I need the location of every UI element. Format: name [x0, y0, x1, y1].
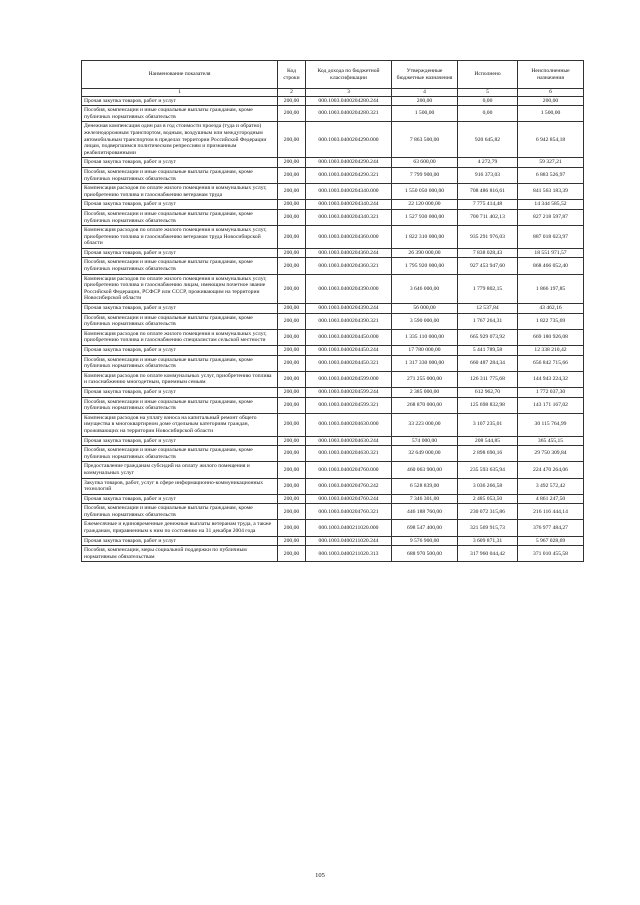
row-remaining-amount: 1 772 037,30 — [518, 387, 584, 397]
row-approved-amount: 7 863 500,00 — [392, 122, 458, 158]
row-indicator-name: Компенсация расходов на уплату взноса на капитальный ремонт общего имущества в многоквартирном доме отдельным категориям граждан, проживающих на территории Новосибирской области — [82, 413, 278, 436]
row-indicator-name: Прочая закупка товаров, работ и услуг — [82, 494, 278, 504]
row-approved-amount: 268 870 000,00 — [392, 397, 458, 413]
table-row — [82, 209, 584, 225]
row-income-code: 000.1003.0400204599.000 — [306, 371, 392, 387]
header-line-code: Код строки — [278, 61, 306, 89]
row-approved-amount: 9 576 900,00 — [392, 536, 458, 546]
row-income-code: 000.1003.0400204390.000 — [306, 274, 392, 303]
row-remaining-amount: 827 218 597,87 — [518, 209, 584, 225]
row-line-code: 200,00 — [278, 248, 306, 258]
header-income-code: Код дохода по бюджетной классификации — [306, 61, 392, 89]
row-line-code: 200,00 — [278, 209, 306, 225]
table-row — [82, 106, 584, 122]
row-indicator-name: Прочая закупка товаров, работ и услуг — [82, 536, 278, 546]
row-remaining-amount: 868 466 052,40 — [518, 258, 584, 274]
row-remaining-amount: 29 750 309,84 — [518, 446, 584, 462]
row-indicator-name: Пособия, компенсации и иные социальные выплаты гражданам, кроме публичных нормативных обязательств — [82, 355, 278, 371]
table-row — [82, 304, 584, 314]
row-approved-amount: 56 000,00 — [392, 304, 458, 314]
row-executed-amount: 920 645,82 — [458, 122, 518, 158]
row-executed-amount: 916 373,03 — [458, 167, 518, 183]
table-row — [82, 436, 584, 446]
table-row — [82, 274, 584, 303]
row-approved-amount: 446 188 760,00 — [392, 504, 458, 520]
row-remaining-amount: 43 462,16 — [518, 304, 584, 314]
row-indicator-name: Пособия, компенсации и иные социальные выплаты гражданам, кроме публичных нормативных обязательств — [82, 504, 278, 520]
row-remaining-amount: 1 500,00 — [518, 106, 584, 122]
row-income-code: 000.1003.0400204760.000 — [306, 462, 392, 478]
row-remaining-amount: 5 967 028,69 — [518, 536, 584, 546]
row-line-code: 200,00 — [278, 355, 306, 371]
row-line-code: 200,00 — [278, 158, 306, 168]
row-approved-amount: 22 120 000,00 — [392, 200, 458, 210]
row-indicator-name: Прочая закупка товаров, работ и услуг — [82, 158, 278, 168]
row-remaining-amount: 6 883 526,97 — [518, 167, 584, 183]
row-executed-amount: 7 775 414,48 — [458, 200, 518, 210]
row-executed-amount: 612 962,70 — [458, 387, 518, 397]
row-line-code: 200,00 — [278, 413, 306, 436]
report-sheet — [81, 60, 583, 562]
row-income-code: 000.1003.0400204450.000 — [306, 329, 392, 345]
row-line-code: 200,00 — [278, 313, 306, 329]
row-remaining-amount: 6 942 854,18 — [518, 122, 584, 158]
row-executed-amount: 927 453 947,60 — [458, 258, 518, 274]
row-remaining-amount: 371 010 455,58 — [518, 546, 584, 562]
row-income-code: 000.1003.0400204280.244 — [306, 96, 392, 106]
row-executed-amount: 3 036 266,58 — [458, 478, 518, 494]
row-approved-amount: 2 385 000,00 — [392, 387, 458, 397]
row-remaining-amount: 3 492 572,42 — [518, 478, 584, 494]
row-income-code: 000.1003.0400204290.000 — [306, 122, 392, 158]
row-indicator-name: Пособия, компенсации и иные социальные выплаты гражданам, кроме публичных нормативных обязательств — [82, 209, 278, 225]
table-row — [82, 346, 584, 356]
row-line-code: 200,00 — [278, 96, 306, 106]
table-row — [82, 520, 584, 536]
row-remaining-amount: 59 327,21 — [518, 158, 584, 168]
row-indicator-name: Компенсация расходов по оплате коммунальных услуг, приобретению топлива и газоснабжению многодетным, приемным семьям — [82, 371, 278, 387]
table-row — [82, 462, 584, 478]
row-income-code: 000.1003.0400204390.321 — [306, 313, 392, 329]
row-income-code: 000.1003.0400211020.000 — [306, 520, 392, 536]
row-executed-amount: 708 486 816,61 — [458, 184, 518, 200]
row-income-code: 000.1003.0400204340.244 — [306, 200, 392, 210]
row-executed-amount: 2 485 053,50 — [458, 494, 518, 504]
row-executed-amount: 660 487 284,34 — [458, 355, 518, 371]
row-income-code: 000.1003.0400204360.000 — [306, 226, 392, 249]
row-line-code: 200,00 — [278, 478, 306, 494]
row-income-code: 000.1003.0400204360.244 — [306, 248, 392, 258]
row-income-code: 000.1003.0400204340.321 — [306, 209, 392, 225]
table-row — [82, 184, 584, 200]
table-row — [82, 494, 584, 504]
row-income-code: 000.1003.0400204390.244 — [306, 304, 392, 314]
table-row — [82, 413, 584, 436]
row-income-code: 000.1003.0400204290.321 — [306, 167, 392, 183]
row-income-code: 000.1003.0400204760.242 — [306, 478, 392, 494]
row-approved-amount: 271 255 000,00 — [392, 371, 458, 387]
row-income-code: 000.1003.0400211020.313 — [306, 546, 392, 562]
table-row — [82, 546, 584, 562]
row-indicator-name: Прочая закупка товаров, работ и услуг — [82, 387, 278, 397]
row-indicator-name: Прочая закупка товаров, работ и услуг — [82, 96, 278, 106]
row-indicator-name: Прочая закупка товаров, работ и услуг — [82, 248, 278, 258]
row-line-code: 200,00 — [278, 106, 306, 122]
row-executed-amount: 3 107 235,01 — [458, 413, 518, 436]
column-number: 2 — [278, 89, 306, 97]
row-executed-amount: 125 698 832,98 — [458, 397, 518, 413]
header-indicator-name: Наименование показателя — [82, 61, 278, 89]
row-executed-amount: 208 544,85 — [458, 436, 518, 446]
row-approved-amount: 1 335 110 000,00 — [392, 329, 458, 345]
row-indicator-name: Компенсация расходов по оплате жилого помещения и коммунальных услуг, приобретению топлива и газоснабжению лицам, имеющим почетное звание Российской Федерации, РСФСР или СССР, проживающим на территории Новосибирской области — [82, 274, 278, 303]
row-approved-amount: 26 390 000,00 — [392, 248, 458, 258]
row-approved-amount: 32 649 000,00 — [392, 446, 458, 462]
table-row — [82, 355, 584, 371]
row-line-code: 200,00 — [278, 436, 306, 446]
row-indicator-name: Пособия, компенсации и иные социальные выплаты гражданам, кроме публичных нормативных обязательств — [82, 397, 278, 413]
table-row — [82, 313, 584, 329]
row-remaining-amount: 4 861 247,50 — [518, 494, 584, 504]
row-remaining-amount: 656 842 715,66 — [518, 355, 584, 371]
row-line-code: 200,00 — [278, 504, 306, 520]
row-executed-amount: 935 291 976,03 — [458, 226, 518, 249]
row-executed-amount: 0,00 — [458, 96, 518, 106]
table-row — [82, 504, 584, 520]
row-indicator-name: Прочая закупка товаров, работ и услуг — [82, 436, 278, 446]
row-executed-amount: 4 272,79 — [458, 158, 518, 168]
table-row — [82, 371, 584, 387]
row-income-code: 000.1003.0400204630.321 — [306, 446, 392, 462]
column-number: 4 — [392, 89, 458, 97]
row-indicator-name: Прочая закупка товаров, работ и услуг — [82, 304, 278, 314]
header-remaining: Неисполненные назначения — [518, 61, 584, 89]
row-line-code: 200,00 — [278, 397, 306, 413]
row-line-code: 200,00 — [278, 536, 306, 546]
table-row — [82, 536, 584, 546]
row-line-code: 200,00 — [278, 371, 306, 387]
row-income-code: 000.1003.0400204760.244 — [306, 494, 392, 504]
row-executed-amount: 7 838 028,43 — [458, 248, 518, 258]
row-line-code: 200,00 — [278, 520, 306, 536]
row-line-code: 200,00 — [278, 446, 306, 462]
row-executed-amount: 665 929 073,92 — [458, 329, 518, 345]
row-income-code: 000.1003.0400204280.321 — [306, 106, 392, 122]
table-row — [82, 248, 584, 258]
budget-execution-table — [81, 60, 584, 562]
row-indicator-name: Пособия, компенсации и иные социальные выплаты гражданам, кроме публичных нормативных обязательств — [82, 167, 278, 183]
row-remaining-amount: 200,00 — [518, 96, 584, 106]
row-income-code: 000.1003.0400211020.244 — [306, 536, 392, 546]
table-body — [82, 96, 584, 562]
row-remaining-amount: 224 470 264,06 — [518, 462, 584, 478]
row-indicator-name: Пособия, компенсации, меры социальной поддержки по публичным нормативным обязательствам — [82, 546, 278, 562]
row-approved-amount: 33 223 000,00 — [392, 413, 458, 436]
row-indicator-name: Пособия, компенсации и иные социальные выплаты гражданам, кроме публичных нормативных обязательств — [82, 446, 278, 462]
row-approved-amount: 1 527 930 000,00 — [392, 209, 458, 225]
row-indicator-name: Предоставление гражданам субсидий на оплату жилого помещения и коммунальных услуг — [82, 462, 278, 478]
row-line-code: 200,00 — [278, 167, 306, 183]
row-executed-amount: 3 609 871,31 — [458, 536, 518, 546]
row-approved-amount: 17 780 000,00 — [392, 346, 458, 356]
row-remaining-amount: 18 551 971,57 — [518, 248, 584, 258]
row-executed-amount: 1 779 802,15 — [458, 274, 518, 303]
row-approved-amount: 3 590 000,00 — [392, 313, 458, 329]
row-line-code: 200,00 — [278, 226, 306, 249]
row-approved-amount: 7 346 301,00 — [392, 494, 458, 504]
row-executed-amount: 1 767 264,31 — [458, 313, 518, 329]
page-number: 105 — [315, 872, 325, 879]
row-line-code: 200,00 — [278, 200, 306, 210]
row-approved-amount: 1 550 050 000,00 — [392, 184, 458, 200]
row-line-code: 200,00 — [278, 184, 306, 200]
row-income-code: 000.1003.0400204450.321 — [306, 355, 392, 371]
row-income-code: 000.1003.0400204290.244 — [306, 158, 392, 168]
row-remaining-amount: 376 977 484,27 — [518, 520, 584, 536]
row-line-code: 200,00 — [278, 122, 306, 158]
table-row — [82, 387, 584, 397]
header-executed: Исполнено — [458, 61, 518, 89]
row-remaining-amount: 365 455,15 — [518, 436, 584, 446]
row-approved-amount: 200,00 — [392, 96, 458, 106]
row-executed-amount: 230 072 315,86 — [458, 504, 518, 520]
row-indicator-name: Ежемесячные и единовременные денежные выплаты ветеранам труда, а также гражданам, приравненным к ним по состоянию на 31 декабря 2004 года — [82, 520, 278, 536]
row-indicator-name: Пособия, компенсации и иные социальные выплаты гражданам, кроме публичных нормативных обязательств — [82, 106, 278, 122]
row-executed-amount: 317 960 044,42 — [458, 546, 518, 562]
column-number-row — [82, 89, 584, 97]
row-approved-amount: 63 600,00 — [392, 158, 458, 168]
row-line-code: 200,00 — [278, 304, 306, 314]
table-row — [82, 158, 584, 168]
row-indicator-name: Прочая закупка товаров, работ и услуг — [82, 200, 278, 210]
row-executed-amount: 2 898 690,16 — [458, 446, 518, 462]
row-executed-amount: 0,00 — [458, 106, 518, 122]
column-number: 6 — [518, 89, 584, 97]
row-indicator-name: Компенсация расходов по оплате жилого помещения и коммунальных услуг, приобретению топлива и газоснабжению специалистам сельской местности — [82, 329, 278, 345]
row-line-code: 200,00 — [278, 329, 306, 345]
table-row — [82, 397, 584, 413]
row-income-code: 000.1003.0400204340.000 — [306, 184, 392, 200]
row-approved-amount: 1 822 310 000,00 — [392, 226, 458, 249]
row-remaining-amount: 841 563 183,39 — [518, 184, 584, 200]
header-approved: Утвержденные бюджетные назначения — [392, 61, 458, 89]
table-row — [82, 226, 584, 249]
row-line-code: 200,00 — [278, 387, 306, 397]
row-income-code: 000.1003.0400204760.321 — [306, 504, 392, 520]
row-remaining-amount: 1 866 197,85 — [518, 274, 584, 303]
row-executed-amount: 700 711 402,13 — [458, 209, 518, 225]
row-line-code: 200,00 — [278, 346, 306, 356]
row-line-code: 200,00 — [278, 274, 306, 303]
row-executed-amount: 12 537,84 — [458, 304, 518, 314]
table-row — [82, 122, 584, 158]
row-executed-amount: 321 569 915,73 — [458, 520, 518, 536]
row-line-code: 200,00 — [278, 258, 306, 274]
row-indicator-name: Компенсация расходов по оплате жилого помещения и коммунальных услуг, приобретению топлива и газоснабжению ветеранам труда — [82, 184, 278, 200]
row-remaining-amount: 669 180 926,08 — [518, 329, 584, 345]
column-number: 3 — [306, 89, 392, 97]
row-income-code: 000.1003.0400204360.321 — [306, 258, 392, 274]
table-row — [82, 167, 584, 183]
row-line-code: 200,00 — [278, 546, 306, 562]
row-approved-amount: 1 317 330 000,00 — [392, 355, 458, 371]
row-approved-amount: 1 795 920 000,00 — [392, 258, 458, 274]
row-indicator-name: Компенсация расходов по оплате жилого помещения и коммунальных услуг, приобретению топлива и газоснабжению ветеранам труда Новосибирской области — [82, 226, 278, 249]
header-row — [82, 61, 584, 89]
table-row — [82, 478, 584, 494]
row-indicator-name: Пособия, компенсации и иные социальные выплаты гражданам, кроме публичных нормативных обязательств — [82, 313, 278, 329]
row-remaining-amount: 216 116 444,14 — [518, 504, 584, 520]
table-row — [82, 258, 584, 274]
row-approved-amount: 574 000,00 — [392, 436, 458, 446]
row-remaining-amount: 12 338 210,42 — [518, 346, 584, 356]
row-income-code: 000.1003.0400204450.244 — [306, 346, 392, 356]
row-income-code: 000.1003.0400204630.244 — [306, 436, 392, 446]
row-line-code: 200,00 — [278, 462, 306, 478]
row-remaining-amount: 144 943 224,32 — [518, 371, 584, 387]
table-row — [82, 200, 584, 210]
row-remaining-amount: 14 344 585,52 — [518, 200, 584, 210]
row-executed-amount: 5 441 789,58 — [458, 346, 518, 356]
row-executed-amount: 235 593 635,94 — [458, 462, 518, 478]
row-executed-amount: 126 311 775,68 — [458, 371, 518, 387]
row-line-code: 200,00 — [278, 494, 306, 504]
row-remaining-amount: 1 822 735,69 — [518, 313, 584, 329]
row-approved-amount: 698 547 400,00 — [392, 520, 458, 536]
row-indicator-name: Закупка товаров, работ, услуг в сфере информационно-коммуникационных технологий — [82, 478, 278, 494]
row-remaining-amount: 887 018 023,97 — [518, 226, 584, 249]
row-approved-amount: 7 799 900,00 — [392, 167, 458, 183]
table-row — [82, 446, 584, 462]
row-approved-amount: 688 970 500,00 — [392, 546, 458, 562]
column-number: 1 — [82, 89, 278, 97]
row-income-code: 000.1003.0400204599.321 — [306, 397, 392, 413]
row-indicator-name: Пособия, компенсации и иные социальные выплаты гражданам, кроме публичных нормативных обязательств — [82, 258, 278, 274]
column-number: 5 — [458, 89, 518, 97]
row-income-code: 000.1003.0400204599.244 — [306, 387, 392, 397]
row-approved-amount: 6 528 839,00 — [392, 478, 458, 494]
row-indicator-name: Денежная компенсация один раз в год стоимости проезда (туда и обратно) железнодорожным транспортом, водным, воздушным или междугородным автомобильным транспортом в пределах территории Российской Федерации лицам, подвергшимся политическим репрессиям и признанным реабилитированными — [82, 122, 278, 158]
row-income-code: 000.1003.0400204630.000 — [306, 413, 392, 436]
row-remaining-amount: 143 171 167,02 — [518, 397, 584, 413]
row-approved-amount: 3 646 000,00 — [392, 274, 458, 303]
row-approved-amount: 460 063 900,00 — [392, 462, 458, 478]
table-row — [82, 96, 584, 106]
table-row — [82, 329, 584, 345]
row-remaining-amount: 30 115 764,99 — [518, 413, 584, 436]
row-indicator-name: Прочая закупка товаров, работ и услуг — [82, 346, 278, 356]
row-approved-amount: 1 500,00 — [392, 106, 458, 122]
